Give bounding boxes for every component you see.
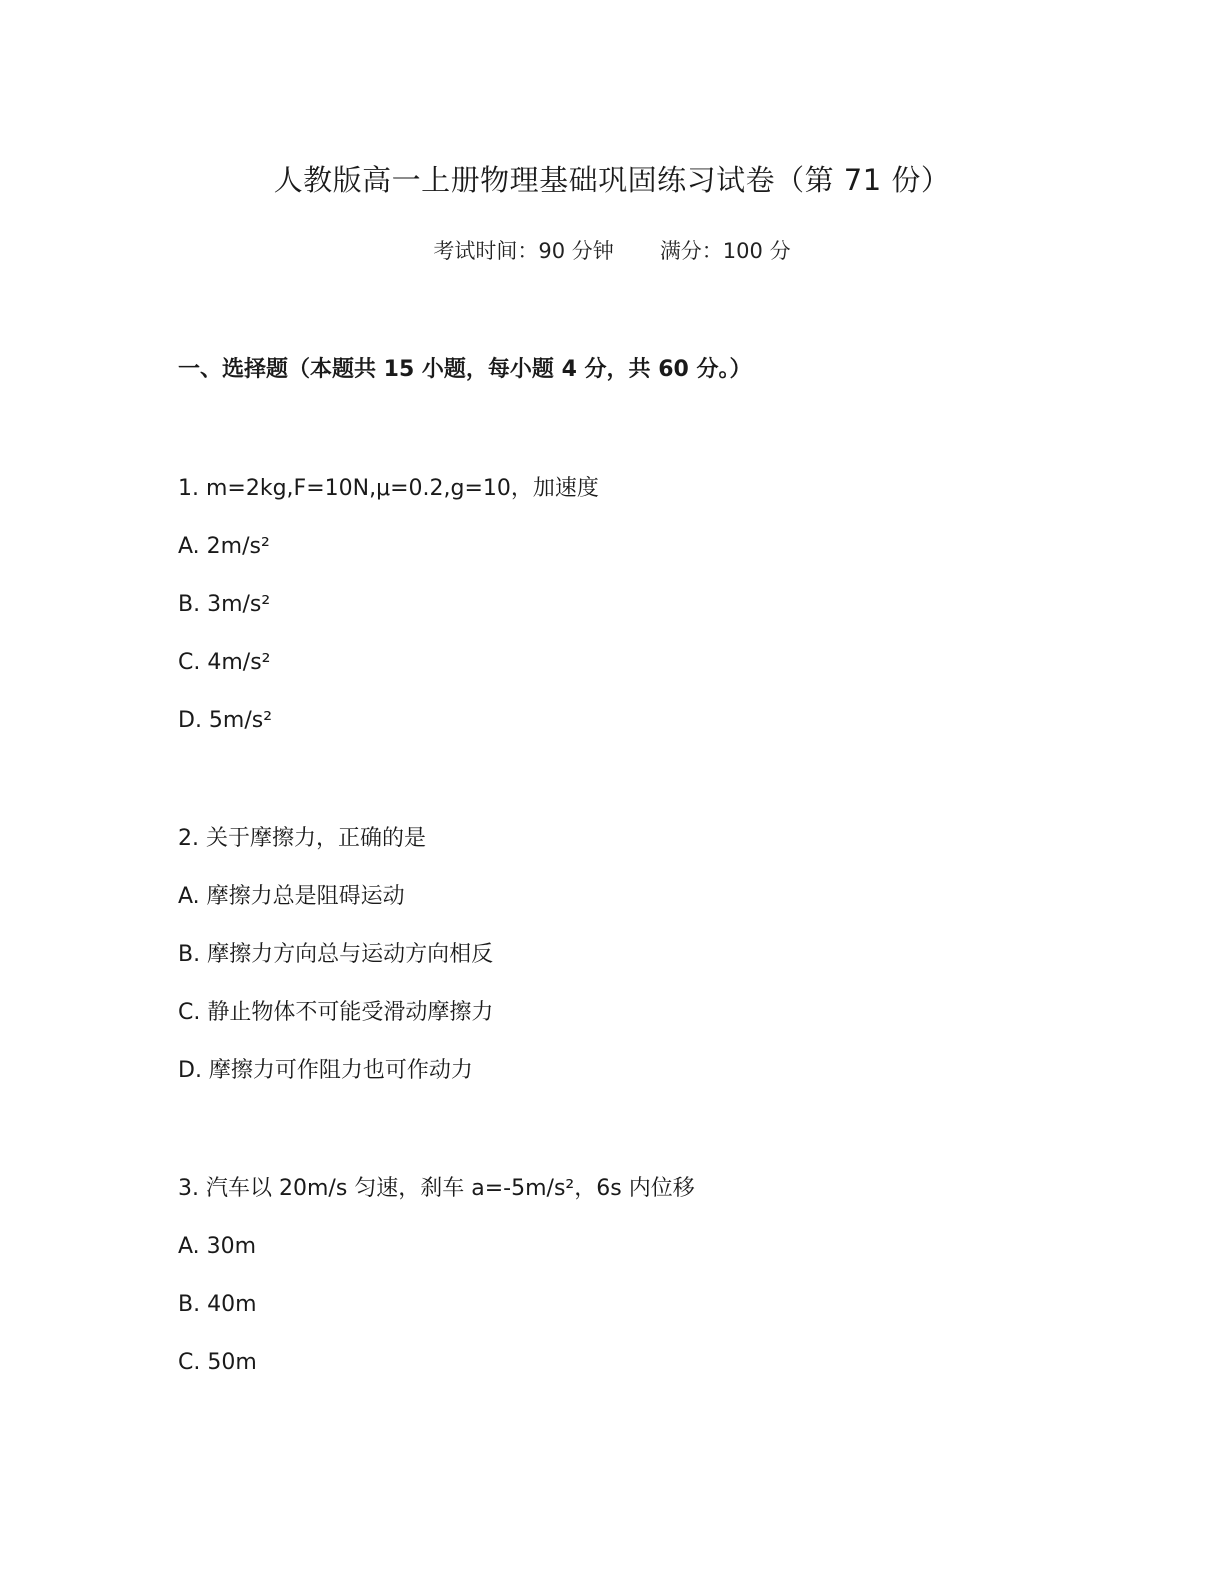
section-heading: 一、选择题（本题共 15 小题，每小题 4 分，共 60 分。） bbox=[178, 357, 752, 382]
question-2-stem: 2. 关于摩擦力，正确的是 bbox=[178, 826, 426, 851]
question-3-option-b: B. 40m bbox=[178, 1292, 257, 1317]
question-1-option-b: B. 3m/s² bbox=[178, 592, 271, 617]
question-3-stem: 3. 汽车以 20m/s 匀速，刹车 a=-5m/s²，6s 内位移 bbox=[178, 1176, 695, 1201]
question-3-option-a: A. 30m bbox=[178, 1234, 257, 1259]
exam-info bbox=[0, 234, 1224, 268]
question-2-option-b: B. 摩擦力方向总与运动方向相反 bbox=[178, 942, 494, 967]
full-score: 满分：100 分 bbox=[659, 239, 791, 263]
question-2-option-a: A. 摩擦力总是阻碍运动 bbox=[178, 884, 405, 909]
exam-time: 考试时间：90 分钟 bbox=[433, 239, 614, 263]
question-1-option-a: A. 2m/s² bbox=[178, 534, 270, 559]
question-1-option-d: D. 5m/s² bbox=[178, 708, 273, 733]
document-title: 人教版高一上册物理基础巩固练习试卷（第 71 份） bbox=[273, 163, 951, 197]
question-2-option-c: C. 静止物体不可能受滑动摩擦力 bbox=[178, 1000, 494, 1025]
question-3-option-c: C. 50m bbox=[178, 1350, 257, 1375]
question-1-option-c: C. 4m/s² bbox=[178, 650, 271, 675]
question-1-stem: 1. m=2kg,F=10N,μ=0.2,g=10，加速度 bbox=[178, 476, 599, 501]
question-2-option-d: D. 摩擦力可作阻力也可作动力 bbox=[178, 1058, 473, 1083]
